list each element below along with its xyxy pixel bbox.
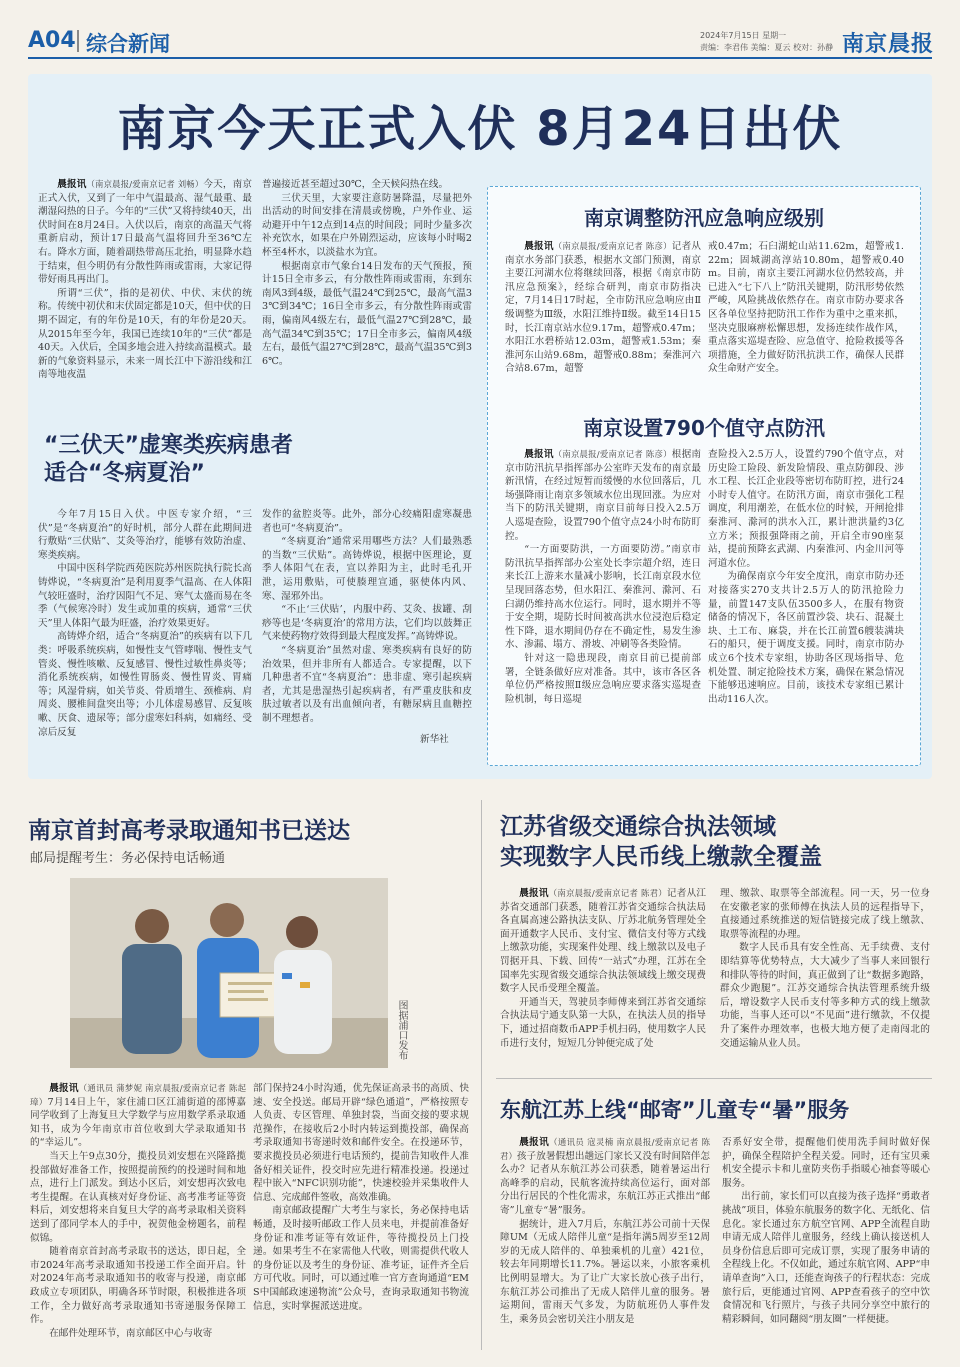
main-story-col1 xyxy=(38,178,252,402)
byline: 晨报讯 xyxy=(524,241,554,252)
flood-col1 xyxy=(505,240,701,390)
paragraph: 否系好安全带，提醒他们使用洗手间时做好保护，确保全程陪护全程关爱。同时，还有宝贝乘机安全提示卡和儿童防夹伤手指暖心袖套等暖心服务。 xyxy=(722,1137,930,1189)
header-divider xyxy=(77,30,79,52)
main-headline: 南京今天正式入伏 8月24日出伏 xyxy=(117,101,843,157)
byline-source: （南京晨报/爱南京记者 陈彦） xyxy=(553,241,672,251)
flood-headline: 南京调整防汛应急响应级别 xyxy=(584,206,824,230)
paragraph: 南京邮政提醒广大考生与家长，务必保持电话畅通，及时接听邮政工作人员来电，并提前准备好身份证和准考证等有效证件，等待揽投员上门投递。如果考生不在家需他人代收，则需提供代收人的身份证以及考生的身份证、准考证，证件齐全后方可代收。同时，可以通过唯一官方查询通道“EMS中国邮政速递物流”公众号，查询录取通知书物流信息，实时掌握派送进度。 xyxy=(253,1205,469,1312)
sanfu-headline xyxy=(44,432,464,488)
paragraph: 针对这一隐患现段，南京目前已提前部署，全链条做好应对准备。其中，该市各区各单位仍严格按照Ⅱ级应急响应要求落实巡堤查险机制，每日巡堤 xyxy=(505,652,701,705)
eastern-col2 xyxy=(722,1136,930,1346)
exam-col2 xyxy=(253,1082,469,1344)
paragraph: 戒0.47m；石臼湖蛇山站11.62m，超警戒1.22m；固城湖高淳站10.80m，超警戒0.40m。目前，南京主要江河湖水位仍然较高，并已进入“七下八上”防汛关键期，防汛形势依然严峻，风险挑战依然存在。南京市防办要求各区各单位坚持把防汛工作作为重中之重来抓，坚决克服麻痹松懈思想，发扬连续作战作风，重点落实巡堤查险、应急值守、抢险救援等各项措施，全力做好防汛抗洪工作，确保人民群众生命财产安全。 xyxy=(708,241,904,375)
paragraph: 根据南京市气象台14日发布的天气预报，预计15日全市多云，有分散性阵雨或雷雨，东到东南风3到4级，最低气温24℃到25℃，最高气温33℃到34℃；16日全市多云，有分散性阵雨或雷雨，偏南风4级左右，最低气温27℃到28℃，最高气温34℃到35℃；17日全市多云，偏南风4级左右，最低气温27℃到28℃，最高气温35℃到36℃。 xyxy=(262,260,472,367)
byline: 晨报讯 xyxy=(519,888,549,899)
date-line: 2024年7月15日 星期一 xyxy=(700,31,787,40)
section-title: 综合新闻 xyxy=(86,32,170,56)
headline-line: “三伏天”虚寒类疾病患者 xyxy=(44,433,293,458)
photo-illustration xyxy=(70,878,388,1068)
byline: 晨报讯 xyxy=(49,1083,79,1094)
paragraph: 随着南京首封高考录取书的送达，即日起，全市2024年高考录取通知书投递工作全面开启。针对2024年高考录取通知书的收寄与投递，南京邮政成立专项团队，明确各环节时限，积极推进各项工作，全力做好高考录取通知书寄递服务保障工作。 xyxy=(30,1246,246,1326)
masthead-logo: 南京晨报 xyxy=(842,31,935,57)
paragraph: 开通当天，驾驶员李师傅来到江苏省交通综合执法局宁通支队第一大队，在执法人员的指导下，通过招商数币APP手机扫码，使用数字人民币进行支付，短短几分钟便完成了处 xyxy=(500,996,706,1049)
byline-source: （南京晨报/爱南京记者 陈彦） xyxy=(553,449,672,459)
guard-col1 xyxy=(505,448,701,752)
column-divider xyxy=(481,800,482,1350)
transit-headline xyxy=(500,812,930,872)
eastern-headline: 东航江苏上线“邮寄”儿童专“暑”服务 xyxy=(500,1098,850,1122)
guard-col2 xyxy=(708,448,904,752)
paragraph: 当天上午9点30分，揽投员刘安想在兴隆路揽投部做好准备工作，按照提前预约的投递时间和地点，进行上门派发。到达小区后，刘安想再次致电考生提醒。在认真核对好身份证、高考准考证等资料后，刘安想将来自复旦大学的高考录取相关资料送到了邵同学本人的手中，祝贺他金榜题名，前程似锦。 xyxy=(30,1150,246,1244)
byline: 晨报讯 xyxy=(519,1137,550,1148)
headline-line: 适合“冬病夏治” xyxy=(44,461,205,486)
byline-source: （南京晨报/爱南京记者 陈君） xyxy=(548,888,667,898)
section-rule xyxy=(496,1078,932,1079)
eastern-col1 xyxy=(500,1136,710,1346)
paragraph: 普遍接近甚至超过30℃，全天候闷热在线。 xyxy=(262,179,449,190)
flood-col2 xyxy=(708,240,904,390)
paragraph: 记者从江苏省交通部门获悉，随着江苏省交通综合执法局各直属高速公路执法支队、厅苏北航务管理处全面开通数字人民币、支付宝、微信支付等方式线上缴款功能，实现案件处理、线上缴款以及电子罚据开具、下载、回传“一站式”办理，江苏在全国率先实现省级交通综合执法领域线上缴交现费数字人民币受理全覆盖。 xyxy=(500,888,706,995)
exam-photo xyxy=(70,878,388,1068)
paragraph: 在邮件处理环节，南京邮区中心与收寄 xyxy=(49,1327,213,1339)
exam-headline: 南京首封高考录取通知书已送达 xyxy=(28,818,350,844)
headline-line: 实现数字人民币线上缴款全覆盖 xyxy=(500,844,822,870)
paragraph: 为确保南京今年安全度汛，南京市防办还对接落实270支共计2.5万人的防汛抢险力量，前置147支队伍3500多人，在服有物资储备的情况下，各区前置沙袋、块石、混凝土块、土工布、麻袋，并在长江前置6艘装满块石的船只，便于调度支援。同时，南京市防办成立6个技术专家组，协助各区现场指导、危机处置、制定抢险技术方案，确保在紧急情况下能够迅速响应。目前，该技术专家组已累计出动116人次。 xyxy=(708,571,904,705)
sanfu-source: 新华社 xyxy=(420,734,449,745)
paragraph: 孩子放暑假想出趟远门家长又没有时间陪伴怎么办？记者从东航江苏公司获悉，随着暑运出行高峰季的启动，民航客流持续高位运行，面对部分出行居民的个性化需求，东航江苏正式推出“邮寄”儿童专“暑”服务。 xyxy=(500,1150,710,1216)
page-code: A04 xyxy=(28,28,76,53)
exam-col1 xyxy=(30,1082,246,1344)
paragraph: 记者从南京水务部门获悉，根据水文部门预测，南京主要江河湖水位将继续回落，根据《南京市防汛应急预案》，经综合研判，南京市防指决定，7月14日17时起，全市防汛应急响应由Ⅱ级调整为Ⅲ级，水阳江维持Ⅱ级。截至14日15时，长江南京站水位9.17m，超警戒0.47m；水阳江水碧桥站12.03m，超警戒1.53m；秦淮河东山站9.68m，超警戒0.88m；秦淮河六合站8.67m，超警 xyxy=(505,241,701,375)
paragraph: “一方面要防洪，一方面要防涝。”南京市防汛抗旱指挥部办公室处长李宗超介绍，连日来长江上游来水量减小影响，长江南京段水位呈现回落态势，但水阳江、秦淮河、滁河、石臼湖仍维持高水位运行。同时，退水期并不等于安全期，堤防长时间被高洪水位浸泡后稳定性下降，退水期间仍存在不确定性，易发生渗水、渗漏、塌方、滑坡、冲刷等各类险情。 xyxy=(505,544,701,651)
paragraph: 查险投入2.5万人，设置约790个值守点，对历史险工险段、新发险情段、重点防御段、涉水工程、长江企业段等密切布防盯控，进行24小时专人值守。在防汛方面，南京市强化工程调度，利用潮差，在低水位的时候，开闸抢排秦淮河、滁河的洪水入江，累计泄洪量约3亿立方米；预报强降雨之前，开启全市90座泵站，提前预降玄武湖、内秦淮河、内金川河等河道水位。 xyxy=(708,449,904,569)
paragraph: 发作的盆腔炎等。此外，部分心绞痛阳虚寒凝患者也可“冬病夏治”。 xyxy=(262,509,472,534)
paragraph: 今天，南京正式入伏，又到了一年中气温最高、湿气最重、最潮湿闷热的日子。今年的“三伏”又将持续40天，出伏时间在8月24日。入伏以后，南京的高温天气将重新启动，预计17日最高气温将回升至36℃左右。降水方面，随着副热带高压北抬，明显降水趋于结束，但今明仍有分散性阵雨或雷雨，大家记得带好雨具再出门。 xyxy=(38,179,252,286)
paragraph: 高铸烨介绍，适合“冬病夏治”的疾病有以下几类：呼吸系统疾病，如慢性支气管哮喘、慢性支气管炎、慢性咳嗽、反复感冒、慢性过敏性鼻炎等；消化系统疾病，如慢性胃肠炎、慢性胃炎、胃痛等；风湿骨病，如关节炎、骨质增生、颈椎病、肩周炎、腰椎间盘突出等；小儿体虚易感冒、反复咳嗽、厌食、遗尿等；部分虚寒妇科病，如痛经、受凉后反复 xyxy=(38,631,252,738)
sanfu-col2 xyxy=(262,508,472,730)
paragraph: 中国中医科学院西苑医院苏州医院执行院长高铸烨说，“冬病夏治”是利用夏季气温高、在人体阳气较旺盛时，治疗因阳气不足、寒气太盛而易在冬季（气候寒冷时）发生或加重的疾病，通常“三伏天”里人体阳气最为旺盛，治疗效果更好。 xyxy=(38,563,252,629)
paragraph: “冬病夏治”通常采用哪些方法？人们最熟悉的当数“三伏贴”。高铸烨说，根据中医理论，夏季人体阳气在表，宣以养阳为主，此时毛孔开泄，运用敷贴，可使腠理宣通，驱使体内风、寒、湿邪外出。 xyxy=(262,536,472,602)
credits-line: 责编：李君伟 美编：夏云 校对：孙静 xyxy=(700,43,834,52)
paragraph: “不止‘三伏贴’，内服中药、艾灸、拔罐、刮痧等也是‘冬病夏治’的常用方法，它们均以鼓舞正气来使药物疗效得到最大程度发挥。”高铸烨说。 xyxy=(262,604,472,643)
paragraph: 根据南京市防汛抗旱指挥部办公室昨天发布的南京最新汛情，在经过短暂而缓慢的水位回落后，几场强降雨让南京多领域水位出现回涨。为应对当下的防汛关键期，南京目前每日投入2.5万人巡堤查险，设置790个值守点24小时布防盯控。 xyxy=(505,449,701,542)
paragraph: 数字人民币具有安全性高、无手续费、支付即结算等优势特点，大大减少了当事人来回银行和排队等待的时间，真正做到了让“数据多跑路，群众少跑腿”。江苏交通综合执法管理系统升级后，增设数字人民币支付等多种方式的线上缴款功能，当事人还可以“不见面”进行缴款，不仅提升了案件办理效率，也极大地方便了走南闯北的交通运输从业人员。 xyxy=(720,942,930,1049)
headline-line: 江苏省级交通综合执法领域 xyxy=(500,814,776,840)
paragraph: 据统计，进入7月后，东航江苏公司前十天保障UM（无成人陪伴儿童“是指年满5周岁至12周岁的无成人陪伴的、单独乘机的儿童）421位，较去年同期增长11.7%。暑运以来，小旅客乘机比例明显增大。为了让广大家长放心孩子出行，东航江苏公司推出了无成人陪伴儿童的服务。暑运期间，雷雨天气多发，为防航班仍人事件发生，乘务员会密切关注小朋友是 xyxy=(500,1218,710,1325)
byline-source: （通讯员 寇灵楠 南京晨报/爱南京记者 陈君） xyxy=(500,1137,710,1161)
photo-credit: 图据浦口发布 xyxy=(396,1000,407,1060)
header-rule xyxy=(28,57,932,59)
paragraph: 今年7月15日入伏。中医专家介绍，“三伏”是“冬病夏治”的好时机，部分人群在此期间进行敷贴“三伏贴”、艾灸等治疗，能够有效防治虚、寒类疾病。 xyxy=(38,509,252,561)
paragraph: 所谓“三伏”，指的是初伏、中伏、末伏的统称。传统中初伏和末伏固定都是10天，但中伏的日期不固定，有的年份是10天，有的年份是20天。从2015年至今年，我国已连续10年的“三伏”都是40天。入伏后，全国多地会进入持续高温模式。最新的气象资料显示，未来一周长江中下游沿线和江南等地夜温 xyxy=(38,287,252,381)
sanfu-col1 xyxy=(38,508,252,742)
transit-col1 xyxy=(500,887,706,1065)
byline-source: （通讯员 蒲梦妮 南京晨报/爱南京记者 陈起璋） xyxy=(30,1083,246,1107)
paragraph: “冬病夏治”虽然对虚、寒类疾病有良好的防治效果，但并非所有人都适合。专家提醒，以下几种患者不宜“冬病夏治”：患非虚、寒引起疾病者，尤其是患湿热引起疾病者，有严重皮肤和皮肤过敏者以及有出血倾向者，有糖尿病且血糖控制不理想者。 xyxy=(262,644,472,724)
paragraph: 三伏天里，大家要注意防暑降温，尽量把外出活动的时间安排在清晨或傍晚，户外作业、运动避开中午12点到14点的时间段；同时少量多次补充饮水，如果在户外剧烈运动，应该每小时喝2杯至4杯水，以淡盐水为宜。 xyxy=(262,192,472,258)
byline: 晨报讯 xyxy=(524,449,554,460)
main-story-col2 xyxy=(262,178,472,402)
page-header xyxy=(0,0,960,58)
paragraph: 出行前，家长们可以直接为孩子选择“勇敢者挑战”项目，体验东航服务的数字化、无纸化、信息化。家长通过东方航空官网、APP全流程自助申请无成人陪伴儿童服务，经线上确认接送机人员身份信息后即可完成订票，实现了服务申请的全程线上化。不仅如此，通过东航官网、APP“申请单查询”入口，还能查询孩子的行程状态：完成旅行后，更能通过官网、APP查看孩子的空中饮食情况和飞行照片，与孩子共同分享空中旅行的精彩瞬间，如同翻阅“朋友圈”一样便捷。 xyxy=(722,1191,930,1325)
paragraph: 理、缴款、取票等全部流程。同一天，另一位身在安徽老家的张师傅在执法人员的远程指导下，直接通过系统推送的短信链接完成了线上缴款、取票等流程的办理。 xyxy=(720,888,930,940)
paragraph: 部门保持24小时沟通，优先保证高录书的高质、快速、安全投送。邮局开辟“绿色通道”，严格按照专人负责、专区管理、单独封袋，当面交接的要求规范操作，在接收后2小时内转运到揽投部，确保高考录取通知书寄递时效和邮件安全。在投递环节，要求揽投员必须进行电话预约，提前告知收件人准备好相关证件，投交时应先进行精准投递。投递过程中嵌入“NFC识别功能”，快速校验并采集收件人信息、完成邮件签收，高效准确。 xyxy=(253,1083,469,1203)
byline: 晨报讯 xyxy=(57,179,87,190)
byline-source: （南京晨报/爱南京记者 刘畅） xyxy=(86,179,204,189)
exam-subhead: 邮局提醒考生：务必保持电话畅通 xyxy=(30,851,226,866)
paragraph: 7月14日上午，家住浦口区江浦街道的邵博嘉同学收到了上海复旦大学数学与应用数学系录取通知书，成为今年南京市首位收到大学录取通知书的“幸运儿”。 xyxy=(30,1096,246,1149)
transit-col2 xyxy=(720,887,930,1065)
guard-headline: 南京设置790个值守点防汛 xyxy=(583,416,825,440)
